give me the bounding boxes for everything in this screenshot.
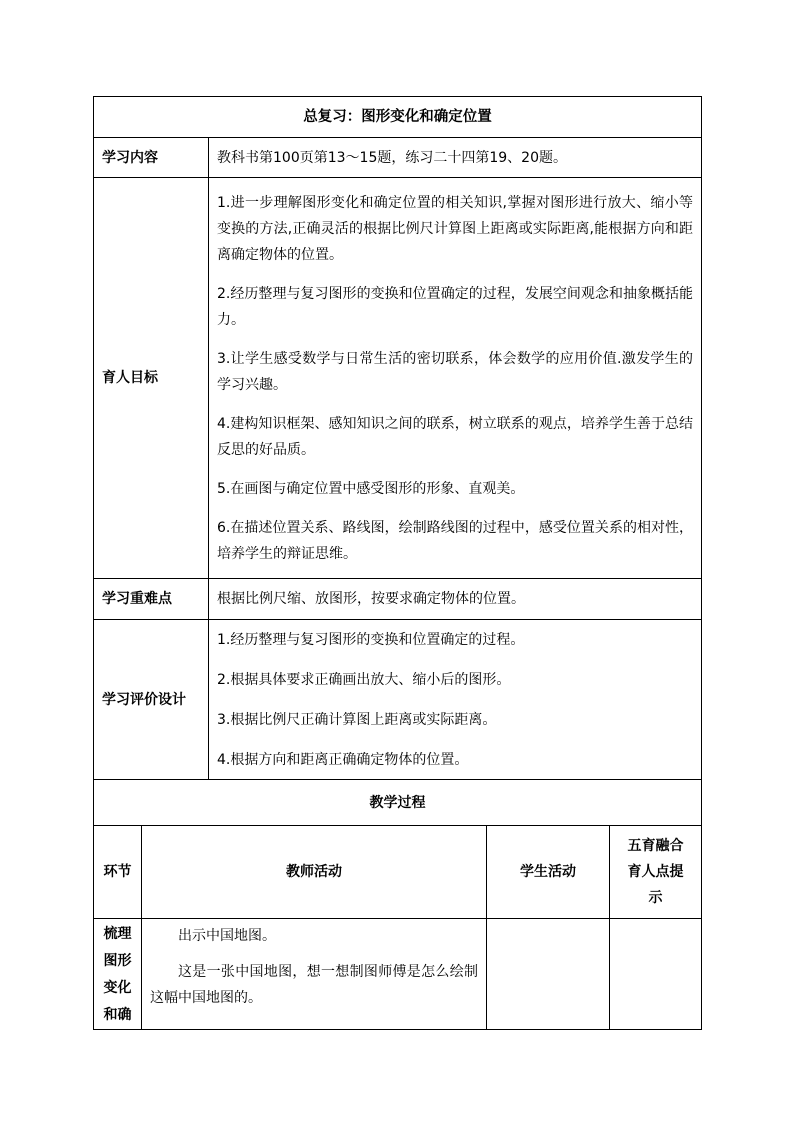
key-points-text: 根据比例尺缩、放图形，按要求确定物体的位置。 bbox=[209, 579, 702, 620]
process-heading: 教学过程 bbox=[94, 780, 702, 826]
evaluation-item: 3.根据比例尺正确计算图上距离或实际距离。 bbox=[217, 711, 497, 728]
page-title: 总复习：图形变化和确定位置 bbox=[94, 97, 702, 138]
teacher-activity-text: 这是一张中国地图，想一想制图师傅是怎么绘制这幅中国地图的。 bbox=[150, 964, 478, 1006]
stage-cell bbox=[94, 919, 142, 1030]
stage-text: 梳理 bbox=[103, 926, 132, 942]
key-points-label: 学习重难点 bbox=[94, 579, 209, 620]
evaluation-item: 4.根据方向和距离正确确定物体的位置。 bbox=[217, 751, 469, 768]
tips-header-line: 示 bbox=[648, 890, 663, 906]
tips-cell bbox=[610, 919, 702, 1030]
teacher-activity-header: 教师活动 bbox=[142, 826, 487, 919]
goal-item: 6.在描述位置关系、路线图，绘制路线图的过程中，感受位置关系的相对性，培养学生的辩证思维。 bbox=[217, 519, 694, 562]
teacher-activity-cell bbox=[142, 919, 487, 1030]
teacher-activity-text: 出示中国地图。 bbox=[178, 928, 276, 944]
student-activity-cell bbox=[487, 919, 610, 1030]
evaluation-list bbox=[209, 620, 702, 780]
tips-header-line: 五育融合 bbox=[627, 838, 684, 854]
stage-header: 环节 bbox=[94, 826, 142, 919]
evaluation-item: 1.经历整理与复习图形的变换和位置确定的过程。 bbox=[217, 631, 525, 648]
content-label: 学习内容 bbox=[94, 138, 209, 178]
evaluation-label: 学习评价设计 bbox=[94, 620, 209, 780]
goals-list bbox=[209, 178, 702, 579]
goal-item: 4.建构知识框架、感知知识之间的联系，树立联系的观点，培养学生善于总结反思的好品质。 bbox=[217, 415, 694, 458]
stage-text: 和确 bbox=[103, 1007, 132, 1023]
goals-label: 育人目标 bbox=[94, 178, 209, 579]
student-activity-header: 学生活动 bbox=[487, 826, 610, 919]
goal-item: 1.进一步理解图形变化和确定位置的相关知识,掌握对图形进行放大、缩小等变换的方法,正确灵活的根据比例尺计算图上距离或实际距离,能根据方向和距离确定物体的位置。 bbox=[217, 194, 694, 263]
lesson-plan bbox=[93, 96, 701, 1030]
goal-item: 3.让学生感受数学与日常生活的密切联系，体会数学的应用价值.激发学生的学习兴趣。 bbox=[217, 350, 694, 393]
evaluation-item: 2.根据具体要求正确画出放大、缩小后的图形。 bbox=[217, 671, 511, 688]
stage-text: 变化 bbox=[103, 980, 132, 996]
stage-text: 图形 bbox=[103, 953, 132, 969]
goal-item: 2.经历整理与复习图形的变换和位置确定的过程，发展空间观念和抽象概括能力。 bbox=[217, 285, 694, 328]
lesson-plan-table bbox=[93, 96, 702, 1030]
tips-header-line: 育人点提 bbox=[627, 864, 684, 880]
goal-item: 5.在画图与确定位置中感受图形的形象、直观美。 bbox=[217, 480, 525, 497]
tips-header bbox=[610, 826, 702, 919]
content-text: 教科书第100页第13～15题，练习二十四第19、20题。 bbox=[209, 138, 702, 178]
